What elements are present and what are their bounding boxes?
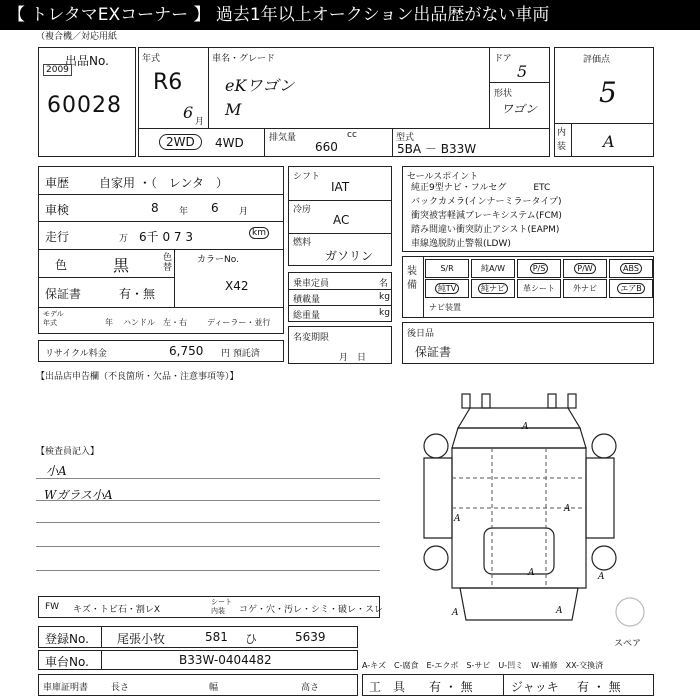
registration-row: [38, 626, 358, 648]
vehicle-box: [138, 47, 550, 157]
handle-side: ハンドル 左・右: [123, 318, 187, 327]
equip-ps: P/S: [517, 259, 561, 278]
equip-tv: 純TV: [425, 279, 469, 298]
inspector-label: 【検査員記入】: [36, 447, 100, 457]
recycle-label: リサイクル料金: [45, 349, 107, 359]
name-change-label: 名変期限: [293, 333, 330, 343]
damage-legend: A-キズ C-腐食 E-エクボ S-サビ U-凹ミ W-補修 XX-交換済: [362, 661, 604, 670]
month-unit: 月: [195, 117, 205, 127]
damage-mark: A: [454, 514, 461, 524]
usage-label: 車歴: [45, 176, 70, 190]
lot-number: 60028: [47, 93, 122, 118]
equip-airbag: エアB: [609, 279, 653, 298]
load-unit: kg: [379, 292, 390, 302]
permit-label: 車庫証明書: [43, 683, 89, 693]
sales-item: バックカメラ(インナーミラータイプ): [411, 197, 562, 207]
doors-label: ドア: [494, 54, 512, 64]
registration-kana: ひ: [245, 632, 258, 646]
color-no-value: X42: [225, 279, 249, 293]
drive-4wd: 4WD: [215, 136, 244, 150]
history-box: [38, 166, 284, 334]
shape-label: 形状: [494, 89, 513, 99]
tools-label: 工 具: [369, 680, 406, 694]
model-value: 5BA － B33W: [397, 142, 477, 156]
car-name: eKワゴン: [225, 76, 295, 95]
car-grade: M: [225, 100, 242, 119]
weight-label: 総重量: [293, 311, 321, 321]
damage-mark: A: [452, 608, 459, 618]
permit-length: 長さ: [111, 683, 130, 693]
name-change-box: [288, 326, 392, 364]
color-value: 黒: [113, 256, 130, 275]
jack-value: 有 ・ 無: [577, 680, 621, 694]
interior-value: A: [603, 132, 615, 151]
capacity-unit: 名: [379, 279, 389, 289]
inspection-year-unit: 年: [179, 207, 189, 217]
score-label: 評価点: [583, 55, 611, 65]
shift-value: IAT: [331, 180, 350, 194]
model-year-label: モデル年式: [43, 310, 64, 327]
inspection-year: 8: [151, 201, 159, 215]
interior-label: 内装: [557, 128, 567, 152]
sales-label: セールスポイント: [407, 172, 479, 182]
capacity-box: [288, 272, 392, 322]
model-year-unit: 年: [105, 318, 113, 327]
lot-stamp: 2009: [43, 64, 72, 76]
fuel-value: ガソリン: [325, 249, 374, 263]
navi-label: ナビ装置: [429, 303, 461, 312]
seat-text: コゲ・穴・汚レ・シミ・破レ・スレ: [239, 605, 384, 615]
after-label: 後日品: [407, 329, 435, 339]
damage-mark: A: [564, 504, 571, 514]
registration-number: 5639: [295, 630, 326, 644]
permit-row: [38, 674, 358, 696]
model-label: 型式: [396, 133, 415, 143]
exhibitor-note: 【出品店申告欄（不良箇所・欠品・注意事項等）】: [36, 372, 239, 382]
recycle-unit: 円 預託済: [221, 349, 260, 359]
ac-value: AC: [333, 213, 350, 227]
shift-box: [288, 166, 392, 266]
chassis-value: B33W-0404482: [179, 653, 272, 667]
equip-navi: 純ナビ: [471, 279, 515, 298]
page-header: 【 トレタマEXコーナー 】 過去1年以上オークション出品歴がない車両: [0, 0, 700, 30]
equip-alloy: 純A/W: [471, 259, 515, 278]
chassis-row: [38, 650, 358, 670]
registration-class: 581: [205, 630, 228, 644]
score-box: [554, 47, 654, 157]
equip-abs: ABS: [609, 259, 653, 278]
dealer-type: ディーラー・並行: [207, 318, 271, 327]
equip-pw: P/W: [563, 259, 607, 278]
equipment-box: [402, 256, 654, 318]
year-label: 年式: [142, 54, 161, 64]
fw-label: FW: [45, 602, 60, 612]
top-note: （複合機／対応用紙: [36, 32, 118, 42]
mileage-label: 走行: [45, 230, 70, 244]
damage-mark: A: [522, 422, 529, 432]
sales-item: 踏み間違い衝突防止アシスト(EAPM): [411, 225, 560, 235]
load-label: 積載量: [293, 295, 321, 305]
color-no-label: カラーNo.: [197, 255, 239, 265]
equip-leather: 革シート: [517, 279, 561, 298]
sales-item: 車線逸脱防止警報(LDW): [411, 239, 511, 249]
displacement-value: 660: [315, 140, 338, 154]
year-value: R6: [153, 70, 183, 95]
registration-label: 登録No.: [45, 632, 89, 646]
permit-height: 高さ: [301, 683, 320, 693]
after-value: 保証書: [415, 345, 452, 359]
shift-label: シフト: [293, 172, 321, 182]
sales-box: [402, 166, 654, 252]
recycle-box: [38, 340, 284, 362]
damage-mark: A: [528, 568, 535, 578]
ac-label: 冷房: [293, 205, 312, 215]
inspector-note: 小A: [46, 464, 67, 478]
sales-item: 純正9型ナビ・フルセグ ETC: [411, 183, 551, 193]
weight-unit: kg: [379, 308, 390, 318]
inspection-label: 車検: [45, 203, 70, 217]
inspection-month-unit: 月: [239, 207, 249, 217]
displacement-label: 排気量: [269, 133, 297, 143]
doors-value: 5: [517, 62, 528, 81]
equip-ext-navi: 外ナビ: [563, 279, 607, 298]
lot-label: 出品No.: [65, 54, 109, 68]
registration-area: 尾張小牧: [117, 632, 166, 646]
lot-box: [38, 47, 136, 157]
tools-value: 有 ・ 無: [429, 680, 473, 694]
month-value: 6: [183, 103, 194, 122]
mileage-value: 6千 0 7 3: [139, 230, 193, 244]
capacity-label: 乗車定員: [293, 279, 330, 289]
name-change-unit: 月 日: [339, 353, 367, 363]
fuel-label: 燃料: [293, 238, 312, 248]
jack-label: ジャッキ: [511, 680, 559, 694]
after-items-box: [402, 322, 654, 364]
fw-row: [38, 596, 384, 618]
color-change: 色替: [163, 253, 173, 273]
damage-mark: A: [598, 572, 605, 582]
equip-sr: S/R: [425, 259, 469, 278]
spare-label: スペア: [614, 639, 642, 649]
color-label: 色: [55, 258, 68, 272]
tools-row: [362, 674, 654, 696]
displacement-unit: cc: [347, 130, 357, 140]
mileage-unit: km: [249, 227, 269, 239]
score-value: 5: [599, 76, 617, 109]
mileage-man: 万: [119, 234, 129, 244]
drive-2wd: 2WD: [159, 134, 202, 150]
permit-width: 幅: [209, 683, 219, 693]
shape-value: ワゴン: [501, 102, 538, 116]
car-damage-diagram: [400, 388, 660, 634]
warranty-value: 有・無: [119, 287, 156, 301]
chassis-label: 車台No.: [45, 655, 89, 669]
warranty-label: 保証書: [45, 287, 82, 301]
damage-mark: A: [556, 606, 563, 616]
equipment-label: 装備: [407, 266, 417, 291]
fw-text: キズ・トビ石・割レX: [73, 605, 160, 615]
sales-item: 衝突被害軽減ブレーキシステム(FCM): [411, 211, 562, 221]
recycle-value: 6,750: [169, 344, 204, 358]
inspection-month: 6: [211, 201, 219, 215]
inspector-note: Wガラス小A: [44, 488, 113, 502]
name-label: 車名・グレード: [212, 54, 276, 64]
seat-label: シート内装: [211, 598, 232, 615]
usage-value: 自家用 ・（ レンタ ）: [99, 176, 229, 190]
